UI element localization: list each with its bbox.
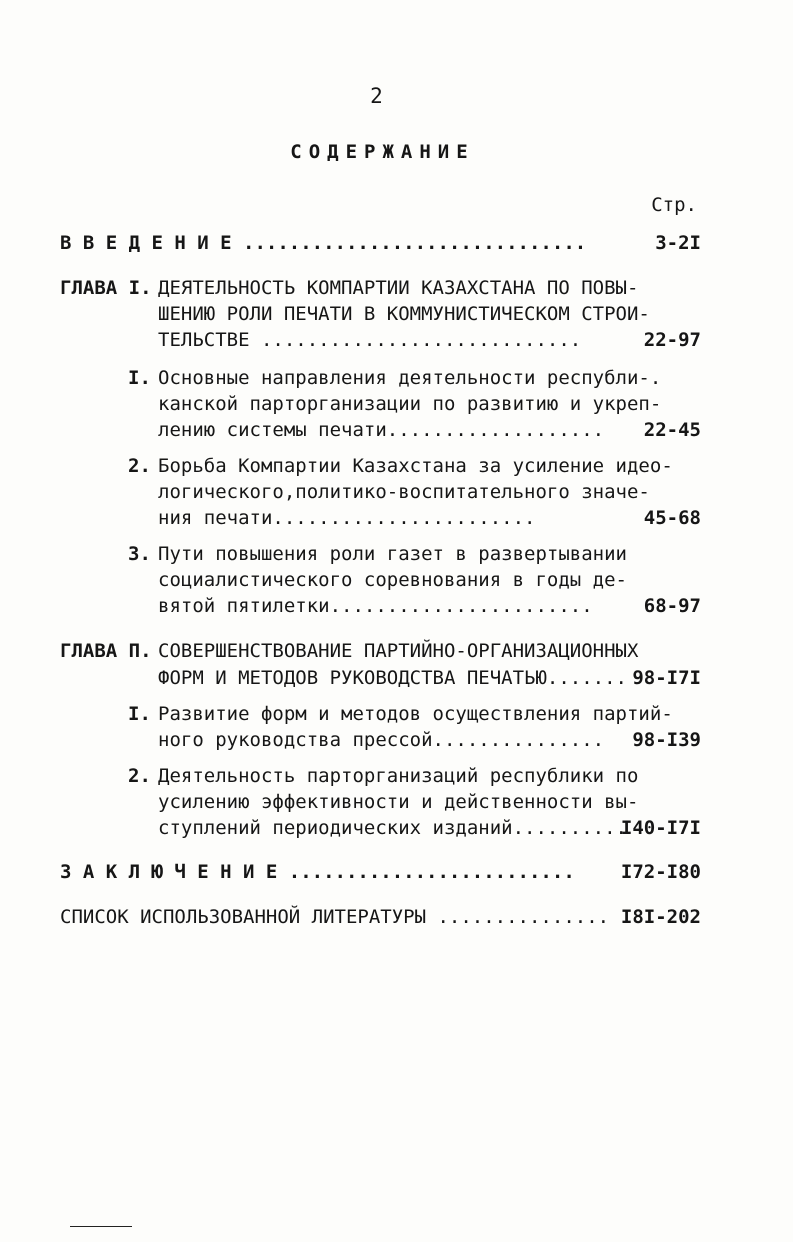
chapter-2-title-line: ФОРМ И МЕТОДОВ РУКОВОДСТВА ПЕЧАТЬЮ....... <box>158 667 627 689</box>
toc-page-conclusion: I72-I80 <box>620 861 701 883</box>
section-1-1-title-line: лению системы печати................... <box>158 419 605 441</box>
section-2-2-title-line: ступлений периодических изданий.......... <box>158 817 627 839</box>
toc-page-section-2-2: I40-I7I <box>620 817 701 839</box>
toc-entry-conclusion: З А К Л Ю Ч Е Н И Е ......................... <box>60 861 575 883</box>
toc-page-section-1-2: 45-68 <box>643 507 701 529</box>
footnote-rule <box>70 1226 132 1227</box>
section-2-2-title-line: усилению эффективности и действенности вы- <box>158 791 639 813</box>
toc-entry-bibliography: СПИСОК ИСПОЛЬЗОВАННОЙ ЛИТЕРАТУРЫ ............... <box>60 906 610 928</box>
chapter-1-title-line: ДЕЯТЕЛЬНОСТЬ КОМПАРТИИ КАЗАХСТАНА ПО ПОВЫ- <box>158 277 639 299</box>
toc-heading: СОДЕРЖАНИЕ <box>290 141 475 163</box>
section-2-1-title-line: ного руководства прессой............... <box>158 729 605 751</box>
toc-page-section-1-3: 68-97 <box>643 595 701 617</box>
page-number: 2 <box>370 84 383 108</box>
toc-page-bibliography: I8I-202 <box>620 906 701 928</box>
section-1-2-title-line: ния печати....................... <box>158 507 536 529</box>
section-1-3-title-line: Пути повышения роли газет в развертывании <box>158 543 627 565</box>
section-1-2-title-line: логического,политико-воспитательного значе- <box>158 481 650 503</box>
section-1-3-label: 3. <box>128 543 151 565</box>
section-2-1-title-line: Развитие форм и методов осуществления партий- <box>158 703 673 725</box>
section-1-1-title-line: Основные направления деятельности республи-. <box>158 367 662 389</box>
section-2-2-label: 2. <box>128 765 151 787</box>
chapter-2-label: ГЛАВА П. <box>60 640 152 662</box>
section-2-2-title-line: Деятельность парторганизаций республики по <box>158 765 639 787</box>
section-1-2-title-line: Борьба Компартии Казахстана за усиление идео- <box>158 455 673 477</box>
section-1-3-title-line: социалистического соревнования в годы де- <box>158 569 627 591</box>
toc-page-chapter-1: 22-97 <box>643 329 701 351</box>
toc-entry-introduction: В В Е Д Е Н И Е .............................. <box>60 232 587 254</box>
chapter-1-title-line: ТЕЛЬСТВЕ ............................ <box>158 329 582 351</box>
chapter-1-label: ГЛАВА I. <box>60 277 152 299</box>
section-1-2-label: 2. <box>128 455 151 477</box>
section-1-3-title-line: вятой пятилетки....................... <box>158 595 593 617</box>
chapter-1-title-line: ШЕНИЮ РОЛИ ПЕЧАТИ В КОММУНИСТИЧЕСКОМ СТРОИ- <box>158 303 650 325</box>
section-2-1-label: I. <box>128 703 151 725</box>
page-column-label: Стр. <box>651 194 697 216</box>
toc-page-section-1-1: 22-45 <box>643 419 701 441</box>
toc-page-introduction: 3-2I <box>655 232 701 254</box>
section-1-1-title-line: канской парторганизации по развитию и укреп- <box>158 393 662 415</box>
toc-page-chapter-2: 98-I7I <box>632 667 701 689</box>
toc-page-section-2-1: 98-I39 <box>632 729 701 751</box>
section-1-1-label: I. <box>128 367 151 389</box>
chapter-2-title-line: СОВЕРШЕНСТВОВАНИЕ ПАРТИЙНО-ОРГАНИЗАЦИОННЫХ <box>158 640 639 662</box>
